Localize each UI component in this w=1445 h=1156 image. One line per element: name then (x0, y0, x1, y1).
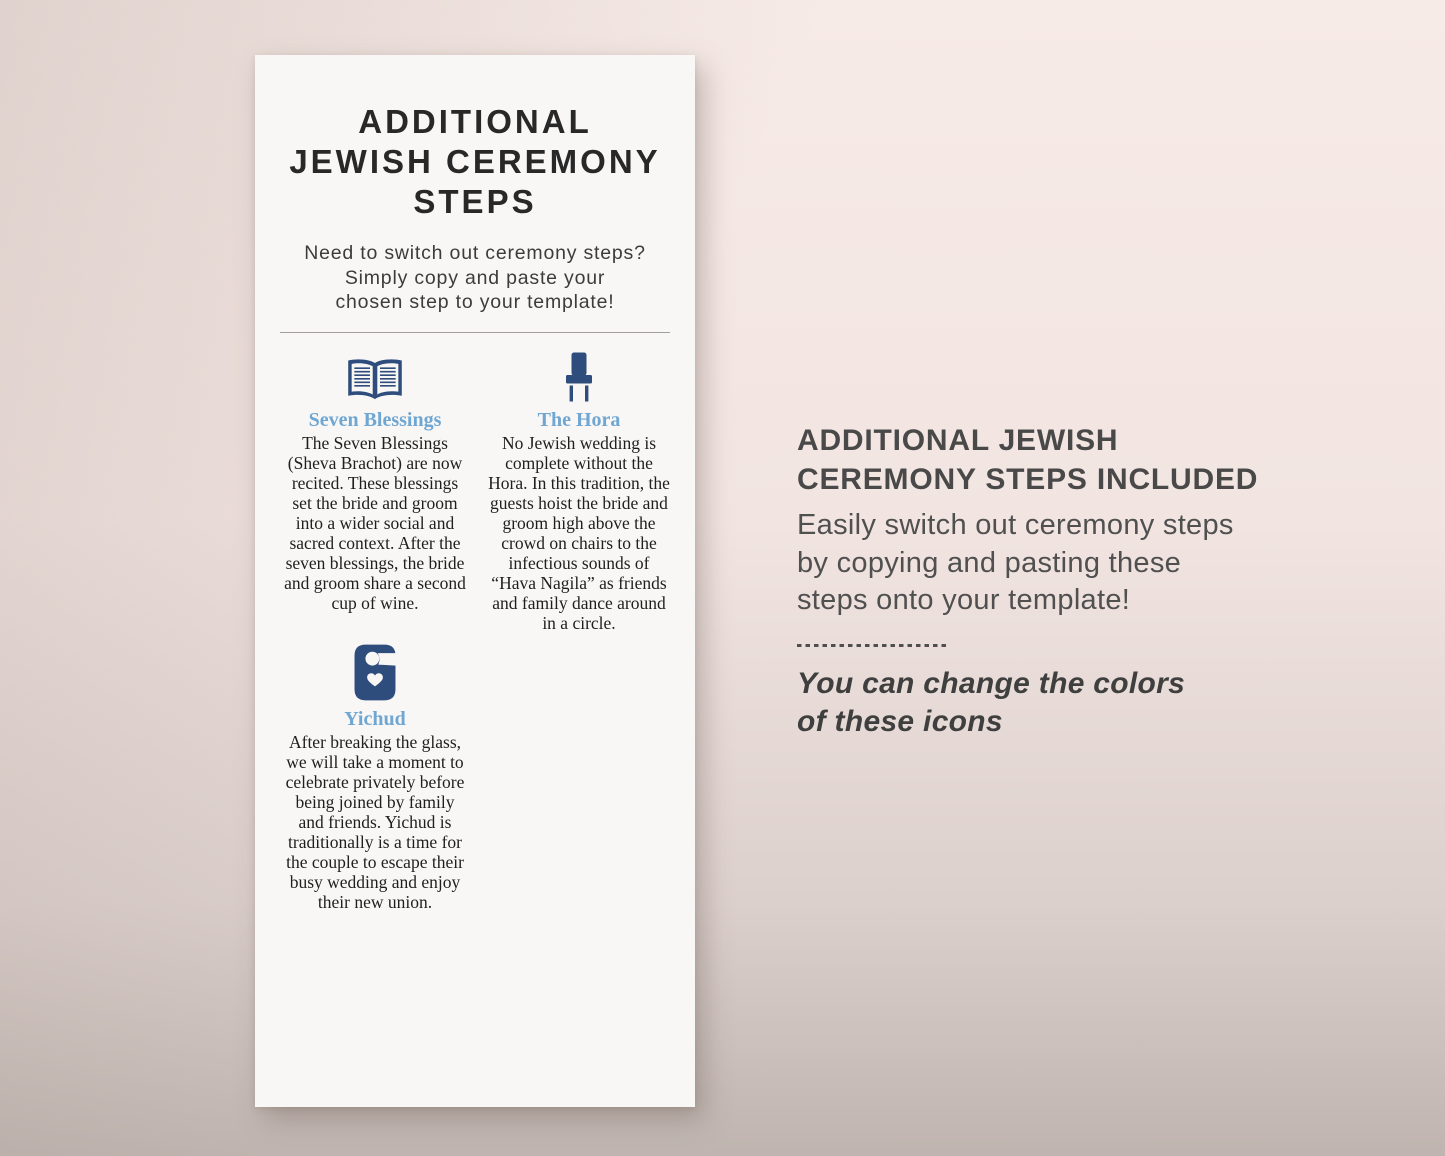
open-book-icon (283, 350, 467, 402)
card-title-line: JEWISH CEREMONY (289, 143, 661, 180)
step-title: The Hora (537, 408, 621, 431)
card-title-line: ADDITIONAL (358, 103, 592, 140)
step-title: Yichud (344, 707, 406, 730)
side-panel-heading-line: ADDITIONAL JEWISH (797, 424, 1119, 457)
card-subtitle (255, 241, 695, 315)
card-subtitle-line: chosen step to your template! (335, 291, 615, 313)
side-panel (797, 421, 1317, 741)
step-seven-blessings (283, 350, 467, 613)
steps-grid (255, 333, 695, 912)
side-panel-heading (797, 421, 1317, 499)
card-title-line: STEPS (413, 183, 537, 220)
side-panel-body-line: by copying and pasting these (797, 546, 1182, 579)
ceremony-steps-card (255, 55, 695, 1107)
side-panel-body-line: Easily switch out ceremony steps (797, 509, 1234, 541)
door-hanger-heart-icon (283, 643, 467, 701)
side-panel-heading-line: CEREMONY STEPS INCLUDED (797, 463, 1259, 496)
step-yichud (283, 643, 467, 912)
steps-left-column (283, 350, 467, 912)
side-panel-body-line: steps onto your template! (797, 584, 1131, 616)
step-body: The Seven Blessings (Sheva Brachot) are now recited. These blessings set the bride and groom into a wider social and sacred context. After the seven blessings, the bride and groom share a second cup of wine. (284, 432, 466, 613)
step-title: Seven Blessings (308, 408, 442, 431)
side-panel-note-line: You can change the colors (797, 666, 1186, 700)
step-body: No Jewish wedding is complete without the Hora. In this tradition, the guests hoist the bride and groom high above the crowd on chairs to the infectious sounds of “Hava Nagila” as friends and family dance around in a circle. (488, 432, 670, 633)
side-panel-note (797, 665, 1317, 741)
chair-icon (487, 350, 671, 402)
step-body: After breaking the glass, we will take a moment to celebrate privately before being joined by family and friends. Yichud is traditionally is a time for the couple to escape their busy wedding and enjoy their new union. (285, 731, 465, 912)
card-title (255, 102, 695, 222)
side-panel-note-line: of these icons (797, 704, 1003, 738)
dashed-divider (797, 644, 947, 647)
step-the-hora (487, 350, 671, 633)
card-subtitle-line: Need to switch out ceremony steps? (304, 242, 646, 264)
steps-right-column (487, 350, 671, 912)
card-subtitle-line: Simply copy and paste your (344, 266, 606, 289)
side-panel-body (797, 507, 1317, 620)
